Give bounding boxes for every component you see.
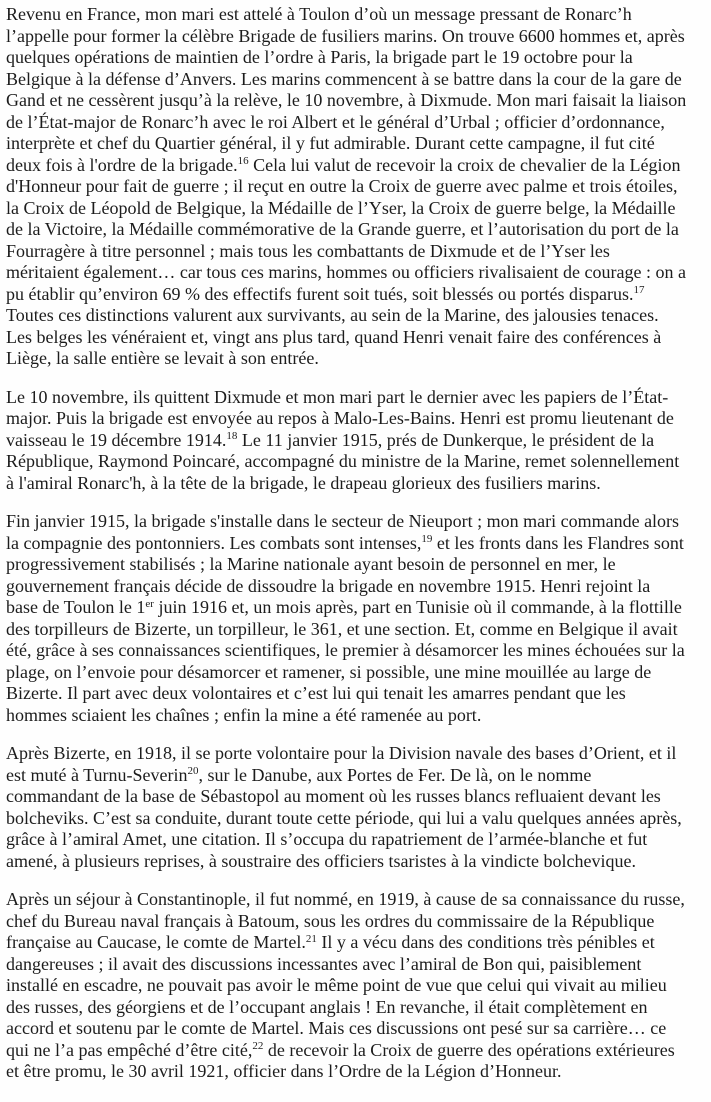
paragraph-4 [6, 743, 709, 872]
text-line: des torpilleurs de Bizerte, un torpilleur, le 361, et une section. Et, comme en Belgique il avait [6, 618, 678, 639]
text-line: amené, à plusieurs reprises, à soustraire des officiers tsaristes à la vindicte bolchevique. [6, 850, 636, 871]
text-line: quelques opérations de maintien de l’ordre à Paris, la brigade part le 19 octobre pour la [6, 47, 633, 67]
footnote-marker: 22 [252, 1040, 264, 1052]
footnote-marker: 19 [421, 533, 433, 545]
text-line: d'Honneur pour fait de guerre ; il reçut en outre la Croix de guerre avec palme et trois étoiles, [6, 176, 678, 196]
text-line: Revenu en France, mon mari est attelé à Toulon d’où un message pressant de Ronarc’h [6, 4, 632, 24]
text-line: plage, on l’envoie pour désamorcer et ramener, si possible, une mine mouillée au large de [6, 661, 652, 682]
text-line: la Croix de Léopold de Belgique, la Médaille de l’Yser, la Croix de guerre belge, la Médaille [6, 197, 676, 218]
text-line: à l'amiral Ronarc'h, à la tête de la brigade, le drapeau glorieux des fusiliers marins. [6, 472, 601, 493]
text-line: l’appelle pour former la célèbre Brigade de fusiliers marins. On trouve 6600 hommes et, après [6, 25, 685, 46]
text-line: Après un séjour à Constantinople, il fut nommé, en 1919, à cause de sa connaissance du russe, [6, 889, 685, 909]
text-line: deux fois à l'ordre de la brigade.$^{16}$ Cela lui valut de recevoir la croix de chevalier de la Légion [6, 154, 681, 175]
footnote-marker: 20 [187, 765, 199, 777]
paragraph-3 [6, 511, 709, 726]
text-line: française au Caucase, le comte de Martel.$^{21}$ Il y a vécu dans des conditions très pénibles et [6, 932, 655, 952]
text-line: Bizerte. Il part avec deux volontaires et c’est lui qui tenait les amarres pendant que les [6, 683, 626, 703]
text-line: la compagnie des pontonniers. Les combats sont intenses,$^{19}$ et les fronts dans les Flandres sont [6, 532, 684, 553]
text-line: dangereuses ; il avait des discussions incessantes avec l’amiral de Bon qui, paisiblement [6, 953, 642, 974]
text-line: bolcheviks. C’est sa conduite, durant toute cette période, qui lui a valu quelques années après, [6, 807, 682, 828]
text-line: installé en escadre, ne pouvait pas avoir le même point de vue que celui qui vivait au milieu [6, 975, 667, 995]
document-text [6, 4, 709, 1083]
text-line: grâce à l’amiral Amet, une citation. Il s’occupa du rapatriement de l’armée-blanche et fut [6, 829, 648, 849]
text-line: Gand et ne cessèrent jusqu’à la relève, le 10 novembre, à Dixmude. Mon mari faisait la liaison [6, 90, 687, 110]
text-line: Fourragère à titre personnel ; mais tous les combattants de Dixmude et de l’Yser les [6, 240, 610, 261]
footnote-marker: 21 [305, 932, 317, 945]
footnote-marker: er [145, 597, 154, 610]
text-line: méritaient également… car tous ces marins, hommes ou officiers rivalisaient de courage : on a [6, 262, 686, 282]
text-line: Belgique à la défense d’Anvers. Les marins commencent à se battre dans la cour de la gare de [6, 68, 682, 89]
text-line: hommes sciaient les chaînes ; enfin la mine a été ramenée au port. [6, 704, 482, 725]
text-line: de l’État-major de Ronarc’h avec le roi Albert et le général d’Urbal ; officier d’ordonnance, [6, 111, 665, 132]
text-line: vaisseau le 19 décembre 1914.18 Le 11 janvier 1915, prés de Dunkerque, le président de la [6, 429, 655, 450]
footnote-marker: 18 [226, 430, 238, 442]
text-line: base de Toulon le 1er juin 1916 et, un mois après, part en Tunisie où il commande, à la flottille [6, 597, 682, 617]
footnote-marker: 17 [633, 284, 645, 296]
text-line: progressivement stabilisés ; la Marine nationale ayant besoin de personnel en mer, le [6, 554, 616, 574]
paragraph-5 [6, 889, 709, 1083]
text-line: Fin janvier 1915, la brigade s'installe dans le secteur de Nieuport ; mon mari commande alors [6, 511, 680, 531]
footnote-marker: 16 [237, 155, 249, 167]
text-line: Le 10 novembre, ils quittent Dixmude et mon mari part le dernier avec les papiers de l’État- [6, 386, 669, 407]
text-line: est muté à Turnu-Severin$^{20}$, sur le Danube, aux Portes de Fer. De là, on le nomme [6, 764, 592, 785]
text-line: Les belges les vénéraient et, vingt ans plus tard, quand Henri venait faire des conférences à [6, 326, 662, 347]
text-line: République, Raymond Poincaré, accompagné du ministre de la Marine, remet solennellement [6, 451, 680, 471]
text-line: major. Puis la brigade est envoyée au repos à Malo-Les-Bains. Henri est promu lieutenant de [6, 408, 674, 428]
text-line: accord et soutenu par le comte de Martel. Mais ces discussions ont pesé sur sa carrière… ce [6, 1018, 667, 1038]
text-line: chef du Bureau naval français à Batoum, sous les ordres du commissaire de la République [6, 910, 655, 931]
text-line: de la Victoire, la Médaille commémorative de la Grande guerre, et l’autorisation du port de la [6, 219, 679, 239]
text-line: commandant de la base de Sébastopol au moment où les russes blancs refluaient devant les [6, 786, 661, 806]
text-line: des russes, des géorgiens et de l’occupant anglais ! En revanche, il était complètement en [6, 996, 648, 1017]
paragraph-1 [6, 4, 709, 370]
text-line: interprète et chef du Quartier général, il y fut admirable. Durant cette campagne, il fut cité [6, 133, 655, 153]
text-line: Toutes ces distinctions valurent aux survivants, au sein de la Marine, des jalousies tenaces. [6, 305, 659, 325]
text-line: été, grâce à ses connaissances scientifiques, le premier à désamorcer les mines échouées sur la [6, 640, 685, 660]
paragraph-2 [6, 387, 709, 495]
text-line: et être promu, le 30 avril 1921, officier dans l’Ordre de la Légion d’Honneur. [6, 1061, 562, 1081]
text-line: pu établir qu’environ 69 % des effectifs furent soit tués, soit blessés ou portés disparus.$^{17}$ [6, 283, 645, 304]
text-line: Après Bizerte, en 1918, il se porte volontaire pour la Division navale des bases d’Orient, et il [6, 743, 677, 763]
text-line: qui ne l’a pas empêché d’être cité,$^{22}$ de recevoir la Croix de guerre des opérations extérieures [6, 1039, 675, 1060]
text-line: Liège, la salle entière se levait à son entrée. [6, 348, 319, 368]
text-line: gouvernement français décide de dissoudre la brigade en novembre 1915. Henri rejoint la [6, 575, 651, 596]
